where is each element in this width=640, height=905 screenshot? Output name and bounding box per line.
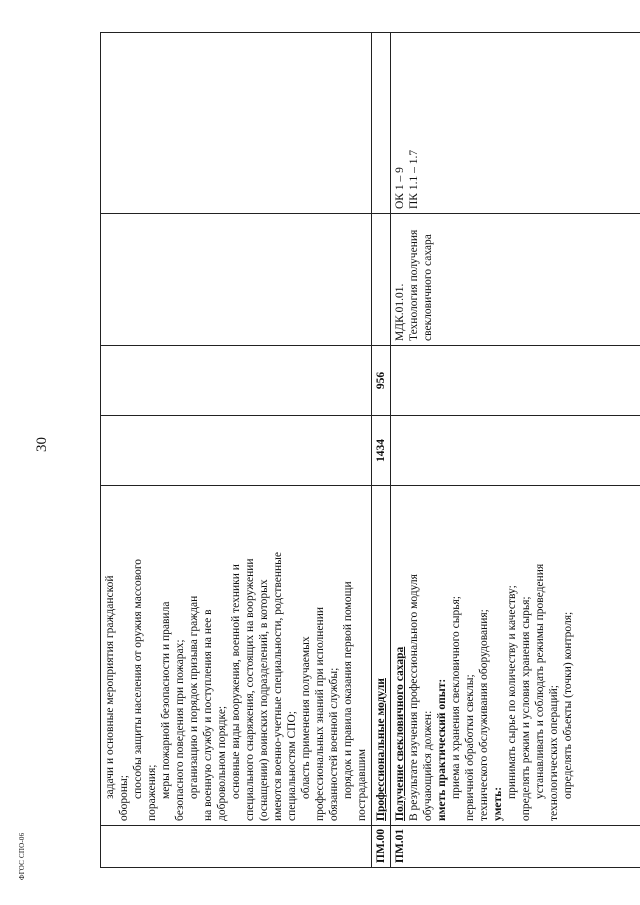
pm00-mdk bbox=[372, 214, 391, 346]
text-line: обороны; bbox=[118, 775, 130, 821]
cell-code bbox=[101, 826, 372, 868]
text-line: профессиональных знаний при исполнении bbox=[314, 606, 326, 821]
text-line: меры пожарной безопасности и правила bbox=[160, 601, 172, 799]
pm01-competency-pk: ПК 1.1 – 1.7 bbox=[408, 149, 420, 209]
text-line: пострадавшим bbox=[356, 749, 368, 821]
text-line: В результате изучения профессионального модуля bbox=[408, 574, 420, 821]
text-line: иметь практический опыт: bbox=[436, 678, 448, 821]
pm01-mdk-code: МДК.01.01. bbox=[394, 283, 406, 341]
text-line: определять режим и условия хранения сырья; bbox=[520, 596, 532, 821]
cell-competencies bbox=[101, 33, 372, 214]
text-line: определять объекты (точки) контроля; bbox=[562, 611, 574, 799]
cell-safety-content bbox=[101, 486, 372, 826]
text-line: Получение свекловичного сахара bbox=[394, 646, 406, 821]
cell-mdk bbox=[101, 214, 372, 346]
text-line: на военную службу и поступления на нее в bbox=[202, 609, 214, 821]
cell-aud-hours bbox=[101, 346, 372, 416]
text-line: уметь: bbox=[492, 786, 504, 821]
text-line: способы защиты населения от оружия массового bbox=[132, 558, 144, 799]
text-line: безопасного поведения при пожарах; bbox=[174, 639, 186, 821]
curriculum-table-rotated bbox=[100, 33, 630, 868]
text-line: технологических операций; bbox=[548, 684, 560, 821]
text-line: организацию и порядок призыва граждан bbox=[188, 595, 200, 799]
text-line: приема и хранения свекловичного сырья; bbox=[450, 596, 462, 799]
table-row-safety bbox=[101, 33, 372, 868]
pm01-code: ПМ.01 bbox=[391, 826, 640, 868]
pm01-content bbox=[391, 486, 640, 826]
text-line: область применения получаемых bbox=[300, 636, 312, 799]
page-number: 30 bbox=[34, 437, 50, 452]
text-line: поражения; bbox=[146, 764, 158, 821]
table-row-pm00 bbox=[372, 33, 391, 868]
pm01-competencies bbox=[391, 33, 640, 214]
pm01-mdk-title: Технология получения свекловичного сахара bbox=[408, 229, 434, 341]
pm01-max-hours bbox=[391, 416, 640, 486]
pm01-competency-ok: ОК 1 – 9 bbox=[394, 167, 406, 209]
text-line: имеются военно-учетные специальности, родственные bbox=[272, 551, 284, 821]
text-line: первичной обработки свеклы; bbox=[464, 674, 476, 821]
text-line: технического обслуживания оборудования; bbox=[478, 609, 490, 821]
table-row-pm01 bbox=[391, 33, 640, 868]
footer-code: ФГОС СПО-06 bbox=[18, 832, 26, 880]
text-line: принимать сырье по количеству и качеству; bbox=[506, 585, 518, 799]
pm00-code: ПМ.00 bbox=[372, 826, 391, 868]
text-line: специального снаряжения, состоящих на вооружении bbox=[244, 558, 256, 821]
text-line: (оснащении) воинских подразделений, в которых bbox=[258, 579, 270, 821]
pm01-aud-hours bbox=[391, 346, 640, 416]
text-line: обучающийся должен: bbox=[422, 710, 434, 821]
text-line: устанавливать и соблюдать режимы проведения bbox=[534, 563, 546, 799]
text-line: специальностям СПО; bbox=[286, 711, 298, 821]
pm00-max-hours: 1434 bbox=[372, 416, 391, 486]
pm00-title: Профессиональные модули bbox=[372, 486, 391, 826]
pm00-aud-hours: 956 bbox=[372, 346, 391, 416]
text-line: порядок и правила оказания первой помощи bbox=[342, 581, 354, 799]
cell-max-hours bbox=[101, 416, 372, 486]
pm00-competencies bbox=[372, 33, 391, 214]
curriculum-table bbox=[100, 32, 640, 868]
pm01-mdk bbox=[391, 214, 640, 346]
text-line: обязанностей военной службы; bbox=[328, 667, 340, 821]
text-line: основные виды вооружения, военной техники и bbox=[230, 564, 242, 799]
text-line: задачи и основные мероприятия гражданской bbox=[104, 575, 116, 799]
text-line: добровольном порядке; bbox=[216, 705, 228, 821]
